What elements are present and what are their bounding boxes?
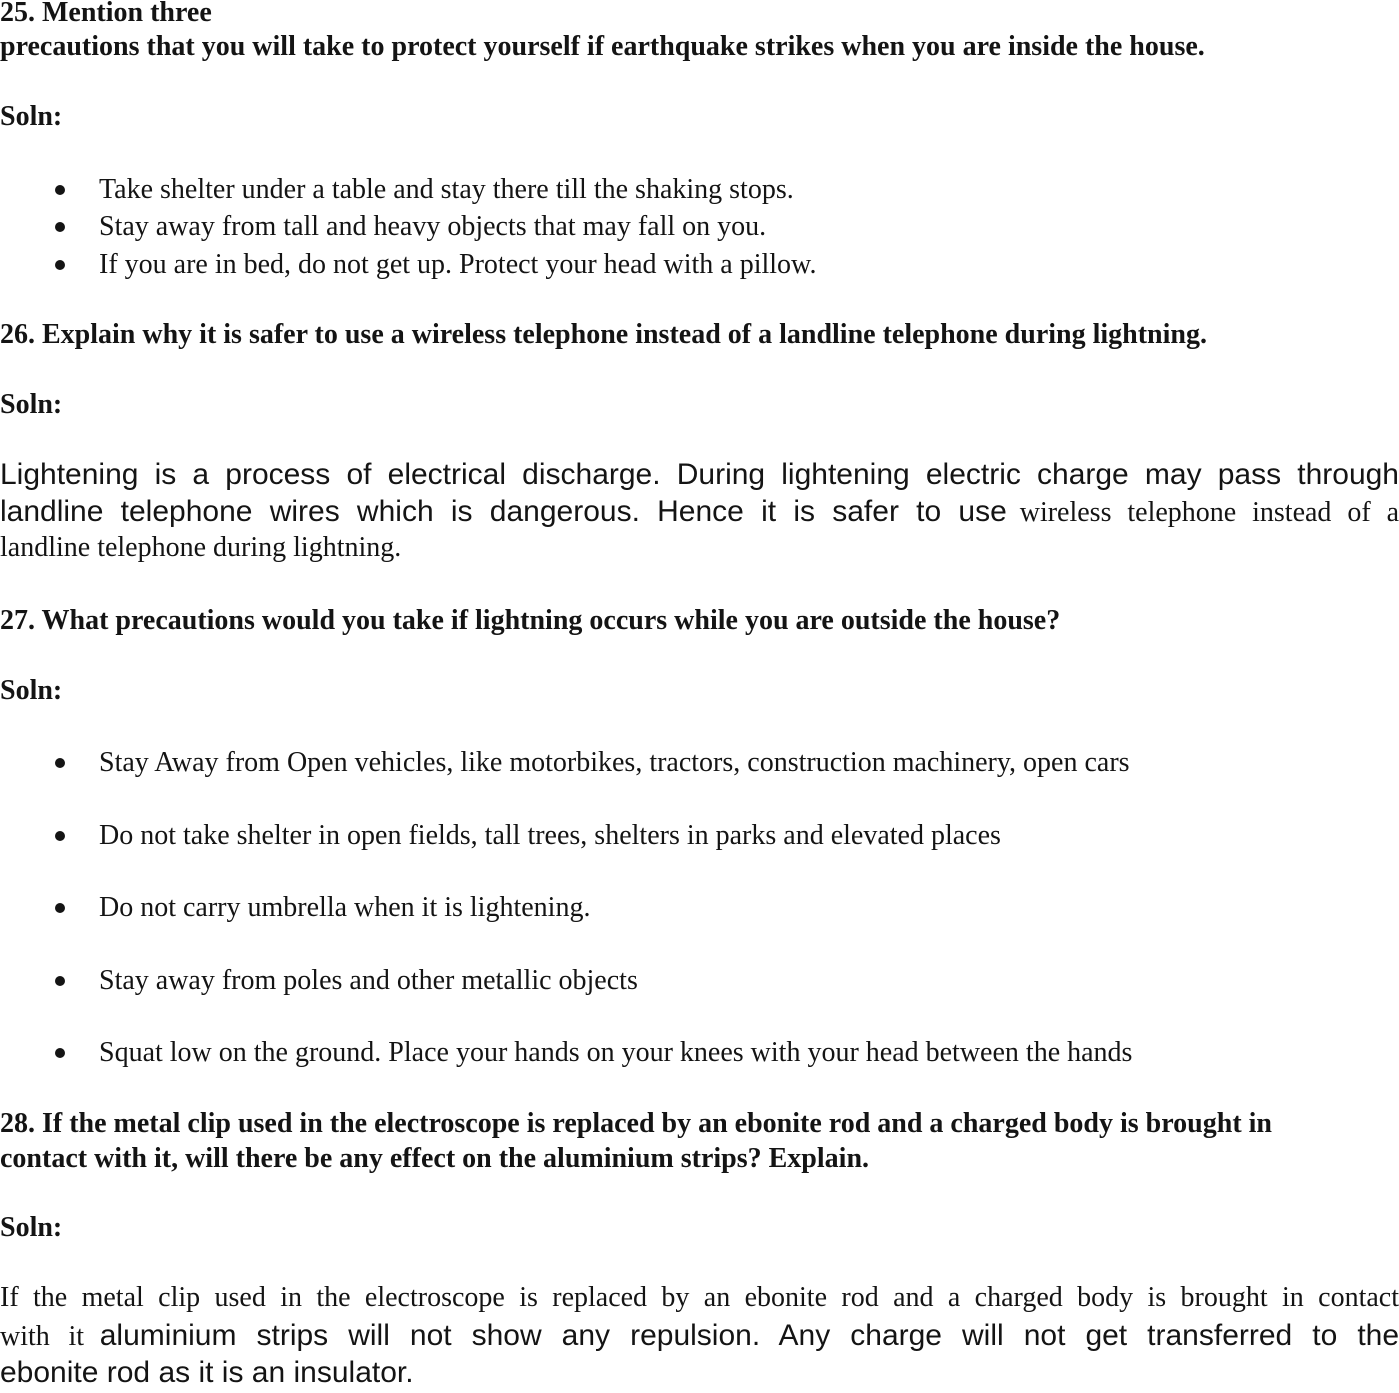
question-25-soln-label: Soln: xyxy=(0,101,63,132)
question-25-heading-line1: 25. Mention three xyxy=(0,0,212,28)
list-item-text: Take shelter under a table and stay there till the shaking stops. xyxy=(99,174,794,205)
list-item-text: Stay away from tall and heavy objects that may fall on you. xyxy=(99,211,767,242)
question-26-soln-label: Soln: xyxy=(0,389,63,420)
answer-line-mixed xyxy=(0,495,1399,532)
question-27-heading: 27. What precautions would you take if lightning occurs while you are outside the house? xyxy=(0,605,1061,636)
list-item xyxy=(0,962,1399,999)
list-item xyxy=(0,744,1399,781)
list-item xyxy=(0,889,1399,926)
answer-fragment-sans: landline telephone wires which is dangerous. Hence it is safer to use xyxy=(0,495,1007,528)
bullet-icon xyxy=(55,222,65,232)
bullet-icon xyxy=(55,185,65,195)
bullet-icon xyxy=(55,1048,65,1058)
list-item-text: Do not take shelter in open fields, tall trees, shelters in parks and elevated places xyxy=(99,820,1001,851)
bullet-icon xyxy=(55,260,65,270)
list-item xyxy=(0,208,1399,245)
question-25-heading-line2: precautions that you will take to protect yourself if earthquake strikes when you are inside the house. xyxy=(0,31,1205,62)
question-26-heading: 26. Explain why it is safer to use a wireless telephone instead of a landline telephone during lightning. xyxy=(0,319,1207,350)
question-28-heading-line1: 28. If the metal clip used in the electroscope is replaced by an ebonite rod and a charged body is brought in xyxy=(0,1108,1272,1139)
bullet-icon xyxy=(55,903,65,913)
bullet-icon xyxy=(55,976,65,986)
answer-line: If the metal clip used in the electroscope is replaced by an ebonite rod and a charged body is brought in contact xyxy=(0,1282,1399,1313)
answer-line-mixed xyxy=(0,1319,1399,1356)
question-27-soln-label: Soln: xyxy=(0,675,63,706)
list-item xyxy=(0,817,1399,854)
answer-line: landline telephone during lightning. xyxy=(0,532,402,563)
answer-fragment-serif: with it xyxy=(0,1321,85,1352)
answer-fragment-serif: wireless telephone instead of a xyxy=(1019,497,1399,528)
question-26-answer xyxy=(0,458,1399,569)
list-item-text: Do not carry umbrella when it is lightening. xyxy=(99,892,591,923)
answer-line: Lightening is a process of electrical discharge. During lightening electric charge may pass through xyxy=(0,458,1399,491)
list-item xyxy=(0,171,1399,208)
list-item-text: If you are in bed, do not get up. Protect your head with a pillow. xyxy=(99,249,817,280)
list-item xyxy=(0,1034,1399,1071)
answer-line: ebonite rod as it is an insulator. xyxy=(0,1356,414,1389)
bullet-icon xyxy=(55,831,65,841)
list-item-text: Stay Away from Open vehicles, like motorbikes, tractors, construction machinery, open cars xyxy=(99,747,1130,778)
bullet-icon xyxy=(55,758,65,768)
question-28-heading-line2: contact with it, will there be any effect on the aluminium strips? Explain. xyxy=(0,1143,870,1174)
question-28-soln-label: Soln: xyxy=(0,1212,63,1243)
list-item-text: Stay away from poles and other metallic objects xyxy=(99,965,638,996)
list-item-text: Squat low on the ground. Place your hands on your knees with your head between the hands xyxy=(99,1037,1133,1068)
list-item xyxy=(0,246,1399,283)
question-28-answer xyxy=(0,1282,1399,1393)
answer-fragment-sans: aluminium strips will not show any repulsion. Any charge will not get transferred to the xyxy=(99,1319,1399,1352)
